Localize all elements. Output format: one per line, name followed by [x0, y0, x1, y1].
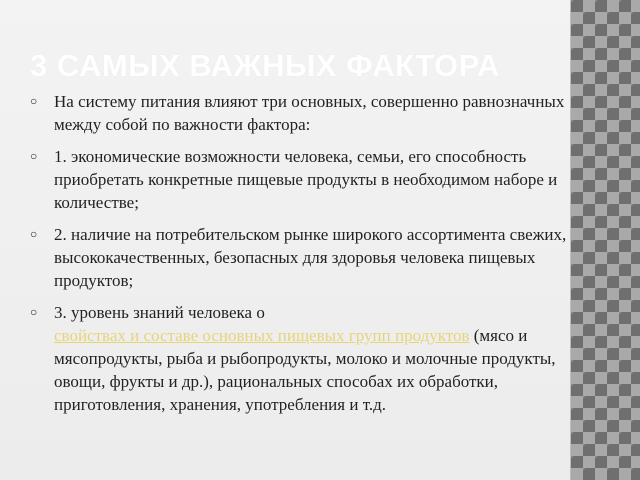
list-item — [30, 301, 600, 416]
bullet-circle-icon: ○ — [30, 305, 38, 319]
bullet-text-prefix: 3. уровень знаний человека о — [54, 303, 265, 322]
slide-title: 3 САМЫХ ВАЖНЫХ ФАКТОРА — [30, 48, 500, 83]
bullet-circle-icon: ○ — [30, 227, 38, 241]
bullet-text-suffix: (мясо и мясопродукты, рыба и рыбопродукты, молоко и молочные продукты, овощи, фрукты и др.), рациональных способах их обработки, приготовления, хранения, употребления и т.д. — [54, 326, 556, 414]
list-item — [30, 145, 600, 214]
bullet-text: На систему питания влияют три основных, совершенно равнозначных между собой по важности фактора: — [54, 92, 565, 134]
decorative-pattern-strip — [570, 0, 640, 480]
bullet-circle-icon: ○ — [30, 149, 38, 163]
list-item — [30, 90, 600, 136]
bullet-text: 1. экономические возможности человека, семьи, его способность приобретать конкретные пищевые продукты в необходимом наборе и количестве; — [54, 147, 558, 212]
product-groups-link[interactable]: свойствах и составе основных пищевых групп продуктов — [54, 326, 470, 345]
bullet-circle-icon: ○ — [30, 94, 38, 108]
list-item — [30, 223, 600, 292]
bullet-text: 2. наличие на потребительском рынке широкого ассортимента свежих, высококачественных, безопасных для здоровья человека пищевых продуктов; — [54, 225, 567, 290]
bullet-list — [30, 90, 600, 425]
